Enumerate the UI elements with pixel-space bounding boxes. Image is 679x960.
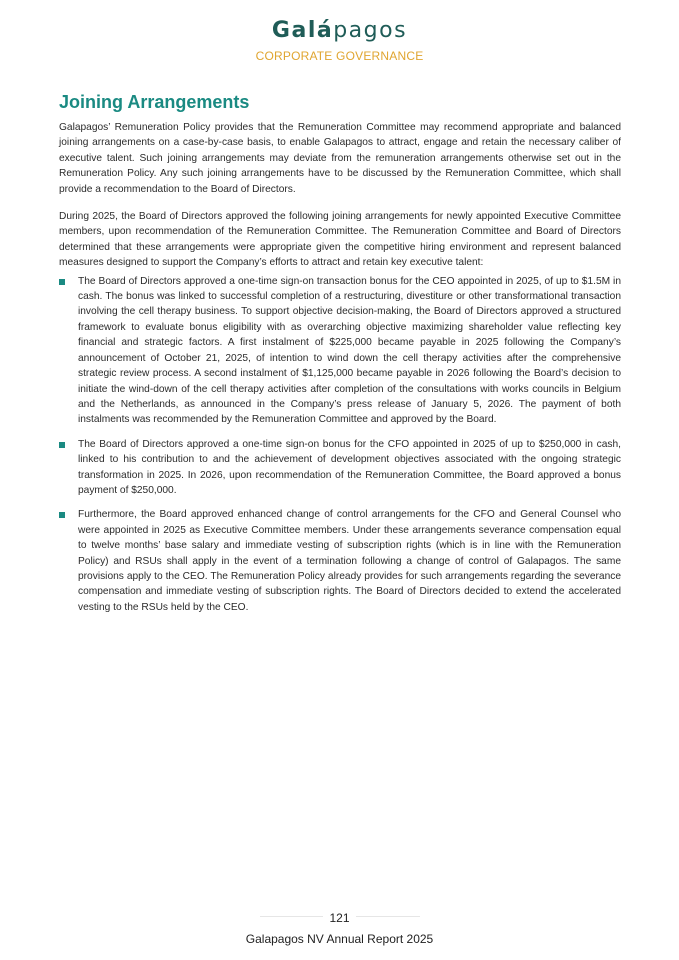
arrangements-list	[59, 274, 621, 616]
logo-text-bold: Galá	[271, 18, 334, 43]
page-number: 121	[323, 910, 355, 926]
square-bullet-icon	[59, 442, 65, 448]
logo-text-light: pagos	[333, 18, 408, 43]
list-item-text: Furthermore, the Board approved enhanced change of control arrangements for the CFO and General Counsel who were appointed in 2025 as Executive Committee members. Under these arrangements severance compensation equal to twelve months’ base salary and immediate vesting of subscription rights (which is in line with the Remuneration Policy) and RSUs shall apply in the event of a termination following a change of control of Galapagos. The same provisions apply to the CEO. The Remuneration Policy already provides for such arrangements regarding the severance compensation and immediate vesting of subscription rights. The Board of Directors decided to extend the accelerated vesting to the RSUs held by the CEO.	[78, 509, 621, 613]
page-header	[0, 16, 679, 64]
list-item-text: The Board of Directors approved a one-time sign-on transaction bonus for the CEO appointed in 2025, of up to $1.5M in cash. The bonus was linked to successful completion of a restructuring, divestiture or other transformational transaction involving the cell therapy business. To support objective decision-making, the Board of Directors approved a structured framework to evaluate bonus eligibility with as overarching objective maximizing shareholder value reflecting key financial and strategic factors. A first instalment of $225,000 became payable in 2025 following the Company’s announcement of October 21, 2025, of intention to wind down the cell therapy activities after the comprehensive strategic review process. A second instalment of $1,125,000 became payable in 2026 following the Board’s decision to initiate the wind-down of the cell therapy activities after completion of the consultations with works councils in Belgium and the Netherlands, as announced in the Company’s press release of January 5, 2026. The payment of both instalments was recommended by the Remuneration Committee and approved by the Board.	[78, 275, 621, 426]
list-item	[59, 274, 621, 428]
page-footer	[0, 908, 679, 947]
list-item-text: The Board of Directors approved a one-time sign-on bonus for the CFO appointed in 2025 of up to $250,000 in cash, linked to his contribution to and the achievement of development objectives associated with the ongoing strategic transformation in 2025. In 2026, upon recommendation of the Remuneration Committee, the Board approved a bonus payment of $250,000.	[78, 438, 621, 496]
section-label: CORPORATE GOVERNANCE	[255, 49, 424, 63]
report-title: Galapagos NV Annual Report 2025	[245, 932, 434, 946]
galapagos-logo	[0, 16, 679, 46]
approval-paragraph: During 2025, the Board of Directors approved the following joining arrangements for newly appointed Executive Committee members, upon recommendation of the Remuneration Committee. The Remuneration Committee and Board of Directors determined that these arrangements were appropriate given the competitive hiring environment and represent balanced measures designed to support the Company’s efforts to attract and retain key executive talent:	[59, 211, 621, 269]
square-bullet-icon	[59, 512, 65, 518]
square-bullet-icon	[59, 279, 65, 285]
main-content	[59, 90, 621, 624]
list-item	[59, 437, 621, 499]
page-title: Joining Arrangements	[59, 92, 250, 112]
list-item	[59, 507, 621, 615]
intro-paragraph: Galapagos’ Remuneration Policy provides that the Remuneration Committee may recommend appropriate and balanced joining arrangements on a case-by-case basis, to enable Galapagos to attract, engage and retain the necessary caliber of executive talent. Such joining arrangements may deviate from the remuneration arrangements otherwise set out in the Remuneration Policy. Any such joining arrangements have to be discussed by the Remuneration Committee, which shall provide a recommendation to the Board of Directors.	[59, 122, 621, 195]
